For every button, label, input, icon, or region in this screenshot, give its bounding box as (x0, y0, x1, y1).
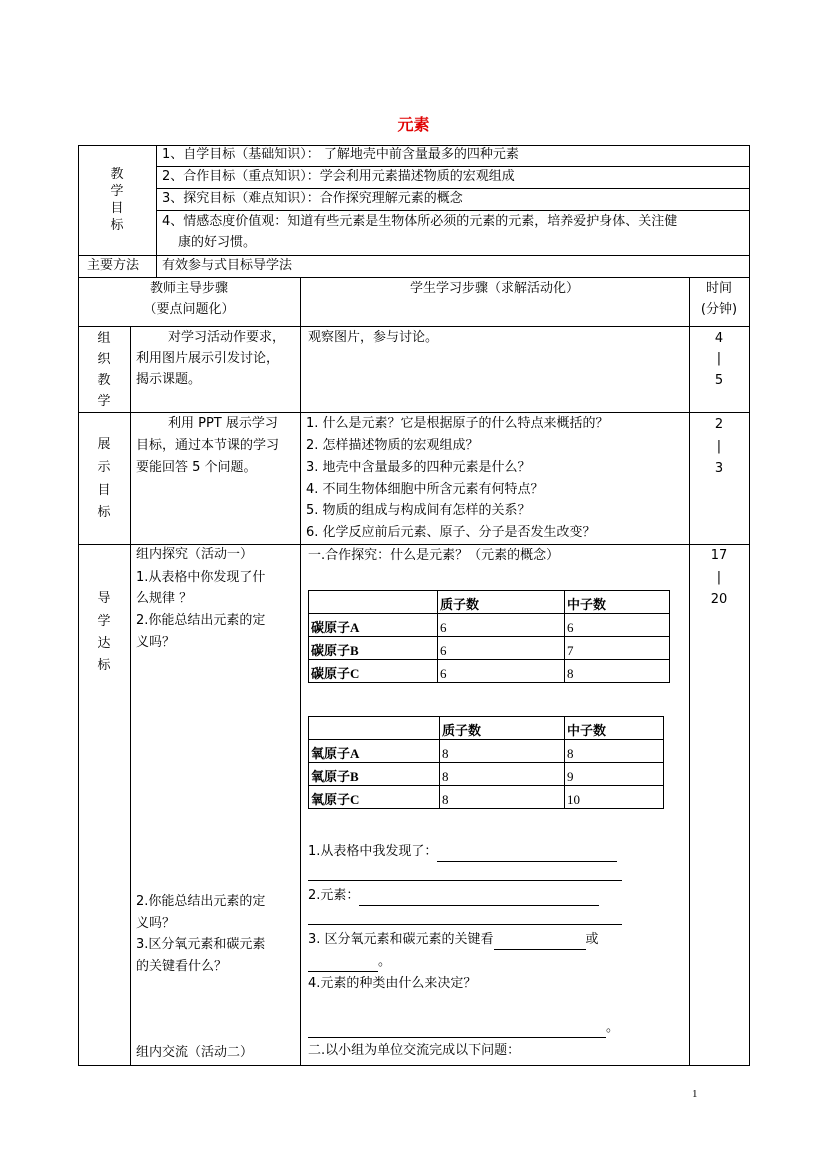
answer-blank[interactable] (359, 905, 599, 906)
row1-teacher-2: 利用图片展示引发讨论， (136, 351, 280, 366)
row3-teacher-bottom: 组内交流（活动二） (136, 1045, 254, 1060)
goal-3: 3、探究目标（难点知识）：合作探究理解元素的概念 (162, 191, 463, 206)
question-3: 3. 地壳中含量最多的四种元素是什么？ (306, 460, 531, 475)
row2-time-start: 2 (714, 417, 724, 432)
row3-time-start: 17 (710, 548, 728, 563)
row2-teacher-3: 要能回答 5 个问题。 (136, 460, 257, 475)
row1-student: 观察图片，参与讨论。 (308, 330, 439, 345)
row2-time-end: 3 (714, 461, 724, 476)
goal-4: 4、情感态度价值观：知道有些元素是生物体所必须的元素的元素，培养爱护身体、关注健 (162, 214, 678, 229)
question-element: 2.元素： (308, 886, 599, 906)
goal-1: 1、自学目标（基础知识）： 了解地壳中前含量最多的四种元素 (162, 147, 519, 162)
method-value: 有效参与式目标导学法 (162, 258, 293, 273)
answer-blank[interactable] (308, 1037, 606, 1038)
row1-time-sep: | (716, 351, 722, 366)
question-4: 4. 不同生物体细胞中所含元素有何特点？ (306, 482, 544, 497)
goal-2: 2、合作目标（重点知识）：学会利用元素描述物质的宏观组成 (162, 169, 515, 184)
table-row: 氧原子C 8 10 (309, 786, 664, 809)
table-row: 碳原子B 6 7 (309, 637, 670, 660)
row1-teacher-1: 对学习活动作要求， (168, 330, 286, 345)
question-find: 1.从表格中我发现了： (308, 842, 617, 862)
answer-blank[interactable] (494, 949, 586, 950)
header-teacher-sub: （要点问题化） (143, 302, 235, 317)
question-kind-answer: 。 (308, 1018, 619, 1038)
method-label: 主要方法 (87, 258, 140, 273)
row2-teacher-2: 目标，通过本节课的学习 (136, 438, 280, 453)
section-two-heading: 二.以小组为单位交流完成以下问题： (308, 1043, 521, 1058)
answer-line[interactable] (308, 880, 622, 881)
table-row: 氧原子B 8 9 (309, 763, 664, 786)
answer-blank[interactable] (437, 861, 617, 862)
page-number: 1 (692, 1088, 698, 1100)
answer-line[interactable] (308, 924, 622, 925)
row3-time-sep: | (716, 570, 722, 585)
table-row: 碳原子A 6 6 (309, 614, 670, 637)
question-key: 3. 区分氧元素和碳元素的关键看 或 (308, 930, 599, 950)
question-key-cont: 。 (308, 952, 391, 972)
row1-time-start: 4 (714, 331, 724, 346)
question-1: 1. 什么是元素？它是根据原子的什么特点来概括的？ (306, 416, 609, 431)
row3-time-end: 20 (710, 592, 728, 607)
header-student: 学生学习步骤（求解活动化） (409, 281, 579, 296)
oxygen-table: 质子数 中子数 氧原子A 8 8 氧原子B 8 9 氧原子C 8 10 (308, 716, 664, 809)
header-teacher: 教师主导步骤 (149, 281, 228, 296)
table-row: 氧原子A 8 8 (309, 740, 664, 763)
header-time: 时间 (705, 281, 732, 296)
question-6: 6. 化学反应前后元素、原子、分子是否发生改变？ (306, 525, 596, 540)
row1-time-end: 5 (714, 373, 724, 388)
row2-teacher-1: 利用 PPT 展示学习 (168, 416, 278, 431)
table-row: 碳原子C 6 8 (309, 660, 670, 683)
answer-blank[interactable] (308, 971, 378, 972)
row2-time-sep: | (716, 439, 722, 454)
page-title: 元素 (397, 115, 430, 134)
header-time-unit: (分钟) (700, 302, 738, 317)
row1-teacher-3: 揭示课题。 (136, 372, 202, 387)
row3-student-heading: 一.合作探究：什么是元素？（元素的概念） (308, 548, 560, 563)
question-5: 5. 物质的组成与构成间有怎样的关系？ (306, 503, 531, 518)
carbon-table: 质子数 中子数 碳原子A 6 6 碳原子B 6 7 碳原子C 6 8 (308, 590, 670, 683)
goal-4-cont: 康的好习惯。 (178, 235, 257, 250)
question-2: 2. 怎样描述物质的宏观组成？ (306, 438, 479, 453)
question-kind: 4.元素的种类由什么来决定？ (308, 976, 477, 991)
